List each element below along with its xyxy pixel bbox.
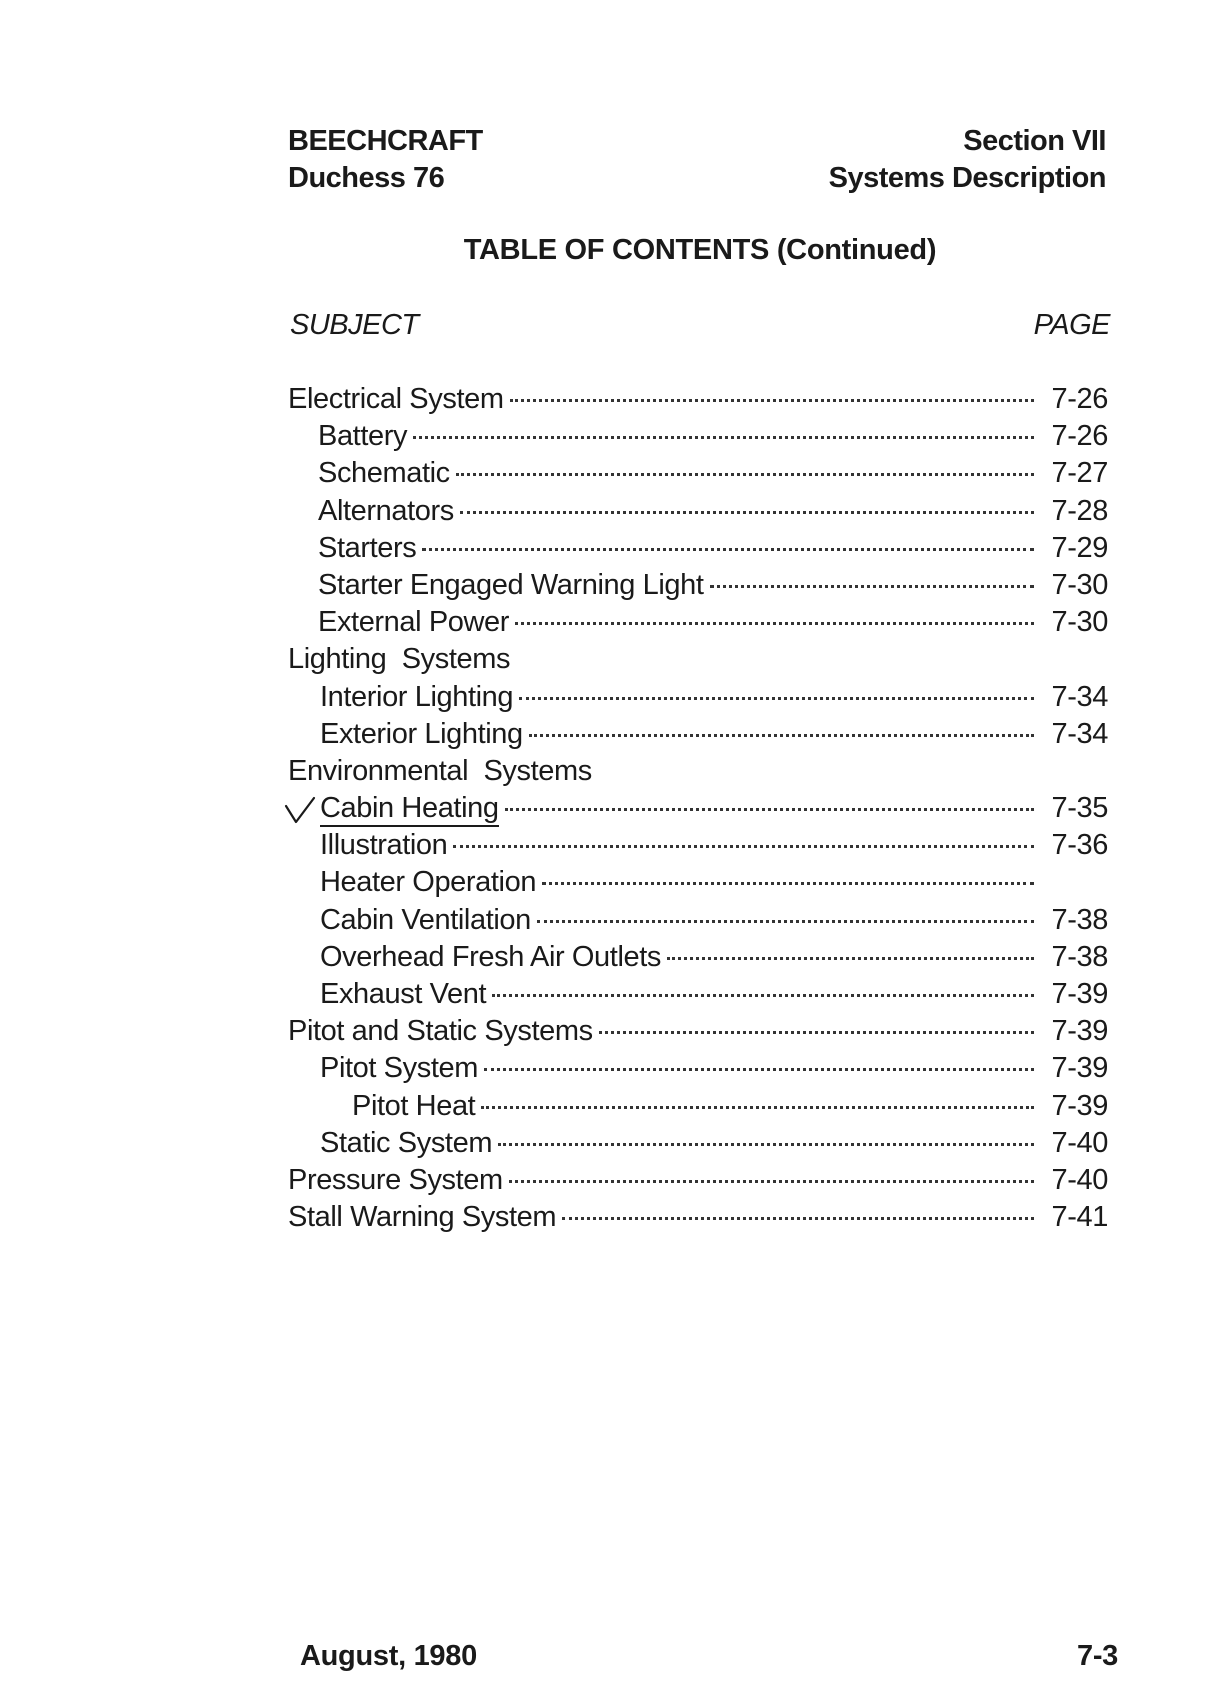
dot-leader [537,920,1034,923]
toc-entry-page: 7-35 [1051,792,1108,825]
toc-entry-page: 7-30 [1051,568,1108,601]
toc-entry-label: Exterior Lighting [320,717,523,750]
toc-entry-label: Illustration [320,829,448,862]
toc-entry-label: Heater Operation [320,866,537,899]
dot-leader [484,1068,1034,1071]
dot-leader [413,436,1034,439]
toc-entry [288,681,1108,718]
toc-entry-page: 7-34 [1051,717,1108,750]
handwritten-checkmark-icon [284,796,318,828]
toc-entry-page: 7-41 [1051,1201,1108,1234]
dot-leader [492,994,1034,997]
dot-leader [481,1106,1034,1109]
toc-entry-page: 7-40 [1051,1163,1108,1196]
dot-leader [498,1143,1034,1146]
toc-entry [288,866,1108,903]
dot-leader [456,473,1034,476]
toc-entry-label: Pitot System [320,1052,478,1085]
toc-entry-page: 7-39 [1051,1015,1108,1048]
toc-entry-label: Stall Warning System [288,1201,557,1234]
toc-entry-page: 7-40 [1051,1126,1108,1159]
toc-entry-page: 7-27 [1051,457,1108,490]
toc-entry [288,792,1108,829]
dot-leader [460,511,1034,514]
toc-entry [288,383,1108,420]
toc-entry-label: External Power [318,606,510,639]
toc-entry-label: Pitot Heat [352,1089,476,1122]
dot-leader [453,845,1034,848]
toc-section-heading [288,755,1108,792]
toc-entry-label: Starter Engaged Warning Light [318,568,704,601]
toc-entry-page: 7-30 [1051,606,1108,639]
toc-entry-label: Pitot and Static Systems [288,1015,593,1048]
toc-entry-label: Overhead Fresh Air Outlets [320,940,661,973]
dot-leader [529,734,1034,737]
toc-entry-label: Starters [318,531,417,564]
footer-page-number: 7-3 [1076,1640,1118,1672]
toc-entry-page: 7-34 [1051,680,1108,713]
dot-leader [510,399,1034,402]
footer-date: August, 1980 [300,1640,477,1672]
toc-entry-label: Interior Lighting [320,680,514,713]
dot-leader [422,548,1034,551]
dot-leader [509,1180,1034,1183]
page-column-heading: PAGE [1033,309,1110,341]
dot-leader [667,957,1034,960]
toc-entry-page: 7-39 [1051,1052,1108,1085]
aircraft-model: Duchess 76 [288,162,445,194]
toc-entry [288,457,1108,494]
section-number: Section VII [963,125,1106,157]
toc-entry-label: Environmental Systems [288,754,592,787]
subject-column-heading: SUBJECT [290,309,419,341]
page-title: TABLE OF CONTENTS (Continued) [463,234,937,266]
section-title: Systems Description [828,162,1106,194]
toc-entry-page: 7-39 [1051,978,1108,1010]
toc-entry-label: Lighting Systems [288,643,511,676]
toc-entry-label: Schematic [318,457,450,490]
toc-entry-label: Alternators [318,494,454,527]
toc-entry [288,1015,1108,1052]
toc-entry-label: Cabin Ventilation [320,903,531,936]
toc-entry [288,829,1108,866]
dot-leader [542,882,1034,885]
table-of-contents [288,383,1108,1238]
toc-entry [288,606,1108,643]
dot-leader [505,808,1034,811]
toc-entry [288,1164,1108,1201]
toc-entry-label: Static System [320,1126,493,1159]
toc-entry-page: 7-36 [1051,829,1108,862]
toc-entry [288,532,1108,569]
dot-leader [562,1217,1034,1220]
toc-entry-label: Electrical System [288,383,504,415]
manufacturer-name: BEECHCRAFT [288,125,483,157]
toc-entry [288,569,1108,606]
toc-entry-page: 7-26 [1051,383,1108,415]
header-left [288,123,483,197]
dot-leader [519,697,1034,700]
toc-entry-label: Battery [318,420,408,453]
toc-section-heading [288,643,1108,680]
toc-entry-label: Cabin Heating [320,792,499,827]
toc-entry-page: 7-29 [1051,531,1108,564]
toc-entry-label: Pressure System [288,1163,503,1196]
dot-leader [515,622,1034,625]
header-right [829,123,1106,197]
toc-entry [288,904,1108,941]
toc-entry-page: 7-38 [1051,940,1108,973]
dot-leader [710,585,1034,588]
toc-entry [288,1090,1108,1127]
toc-entry-page: 7-38 [1051,903,1108,936]
toc-entry [288,420,1108,457]
toc-entry-page: 7-39 [1051,1089,1108,1122]
dot-leader [599,1031,1034,1034]
toc-entry-page: 7-26 [1051,420,1108,453]
toc-entry-page: 7-28 [1051,494,1108,527]
toc-entry [288,1052,1108,1089]
toc-entry-label: Exhaust Vent [320,978,487,1010]
toc-entry [288,495,1108,532]
toc-entry [288,941,1108,978]
toc-entry [288,1201,1108,1238]
toc-entry [288,978,1108,1015]
toc-entry [288,718,1108,755]
toc-entry [288,1127,1108,1164]
